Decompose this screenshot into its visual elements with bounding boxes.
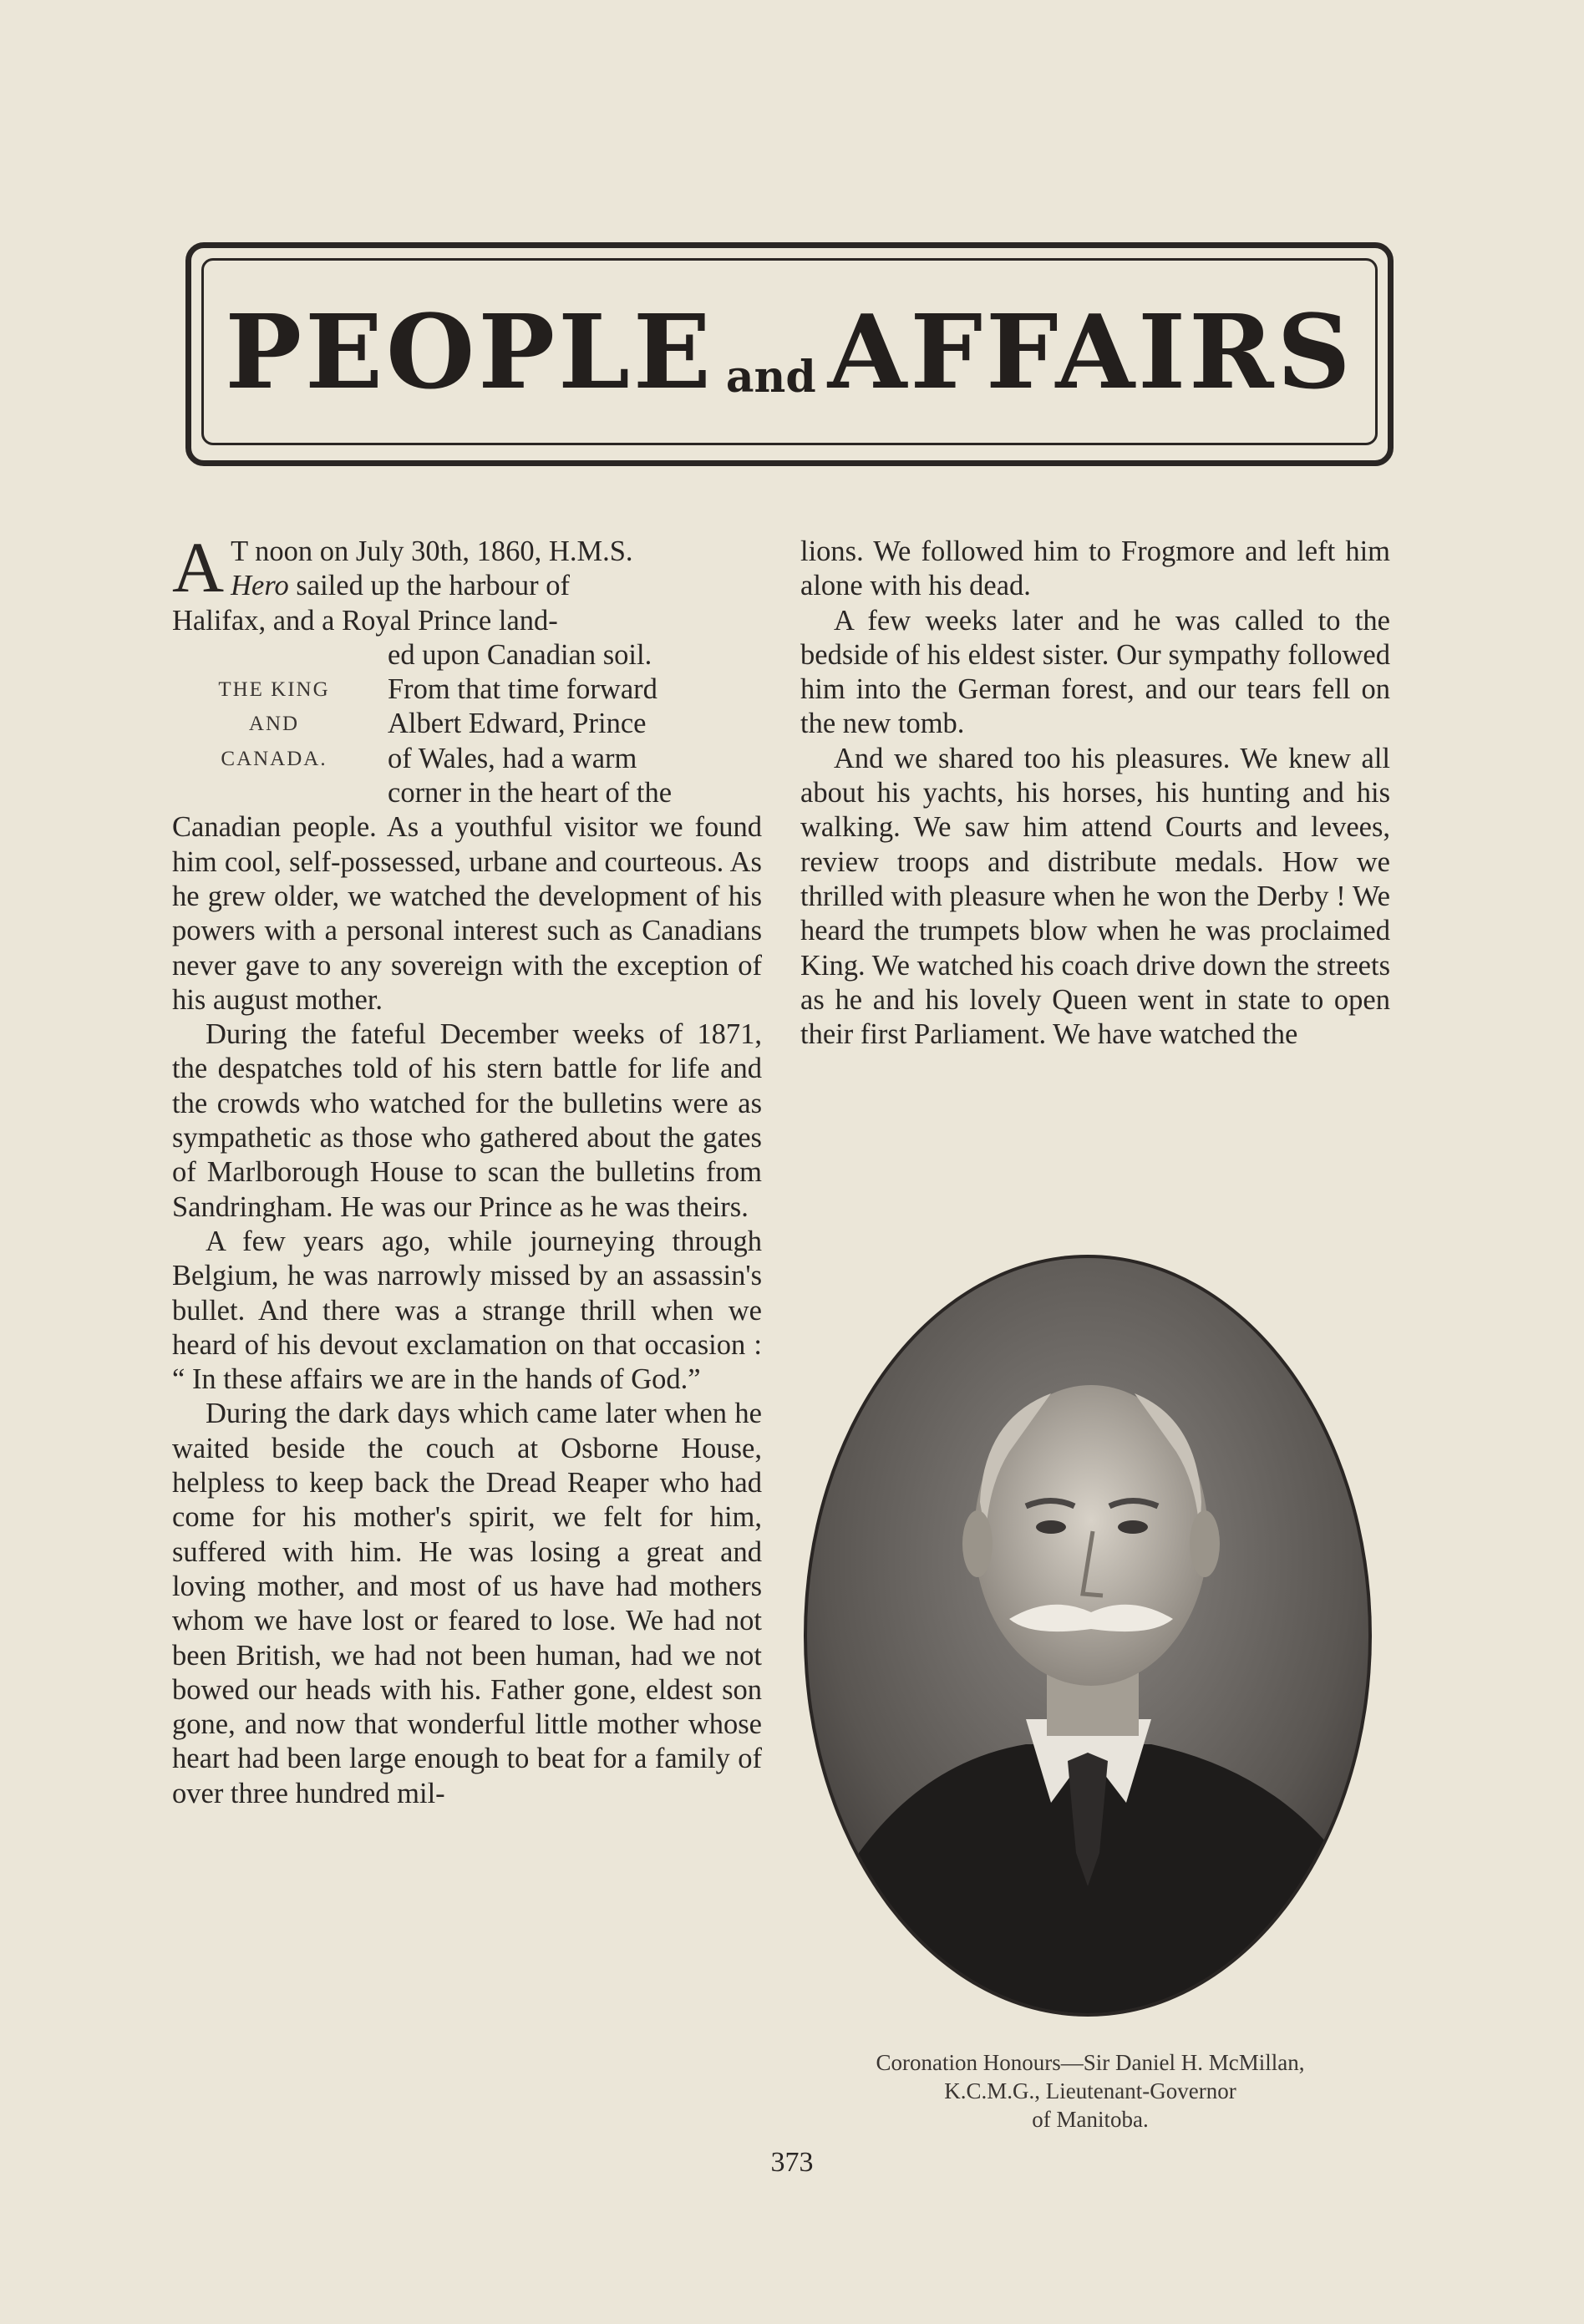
paragraph-7: And we shared too his pleasures. We knew all about his yachts, his horses, his hunting and his walking. We saw him attend Courts and levees, review troops and distribute medals. How we thrilled with pleasure when he won the Derby ! We heard the trumpets blow when he was proclaimed King. We watched his coach drive down the streets as he and his lovely Queen went in state to open their first Parliament. We have watched the bbox=[800, 742, 1390, 1051]
caption-line-1: Coronation Honours—Sir Daniel H. McMillan, bbox=[876, 2050, 1305, 2075]
caption-line-3: of Manitoba. bbox=[1032, 2107, 1149, 2132]
margin-note-line-3: CANADA. bbox=[221, 747, 327, 770]
margin-note-line-2: AND bbox=[248, 713, 300, 736]
left-column bbox=[172, 527, 762, 1811]
masthead-frame bbox=[185, 242, 1394, 466]
margin-note-line-1: THE KING bbox=[218, 678, 330, 702]
drop-cap: A bbox=[172, 527, 225, 607]
masthead-word-people: PEOPLE bbox=[225, 292, 714, 412]
paragraph-1-rest: Canadian people. As a youthful visitor we found him cool, self-possessed, urbane and courteous. As he grew older, we watched the development of his powers with a personal interest such as Canadians never gave to any sovereign with the exception of his august mother. bbox=[172, 811, 762, 1016]
opening-line-5: From that time forward bbox=[388, 673, 657, 706]
opening-line-6: Albert Edward, Prince bbox=[388, 708, 647, 740]
margin-note bbox=[172, 672, 376, 776]
caption-line-2: K.C.M.G., Lieutenant-Governor bbox=[944, 2078, 1236, 2103]
paragraph-2: During the fateful December weeks of 1871, the despatches told of his stern battle for life and the crowds who watched for the bulletins were as sympathetic as those who gathered about the gates of Marlborough House to scan the bulletins from Sandringham. He was our Prince as he was theirs. bbox=[172, 1018, 762, 1223]
opening-line-4: ed upon Canadian soil. bbox=[388, 638, 652, 671]
paragraph-3: A few years ago, while journeying through Belgium, he was narrowly missed by an assassin's bullet. And there was a strange thrill when we heard of his devout exclamation on that occasion : “ In these affairs we are in the hands of God.” bbox=[172, 1225, 762, 1396]
paragraph-6: A few weeks later and he was called to the bedside of his eldest sister. Our sympathy followed him into the German forest, and our tears fell on the new tomb. bbox=[800, 604, 1390, 740]
masthead-connector: and bbox=[725, 352, 816, 403]
ship-name: Hero bbox=[231, 570, 289, 602]
paragraph-5: lions. We followed him to Frogmore and left him alone with his dead. bbox=[800, 535, 1390, 602]
opening-line-7: of Wales, had a warm bbox=[388, 742, 637, 774]
masthead-inner-frame bbox=[201, 258, 1378, 445]
portrait-photo bbox=[800, 1251, 1375, 2020]
masthead-word-affairs: AFFAIRS bbox=[827, 292, 1354, 412]
opening-line-2: sailed up the harbour of bbox=[288, 570, 571, 602]
opening-line-8: corner in the heart of the bbox=[388, 777, 673, 809]
photo-caption bbox=[785, 2048, 1395, 2134]
right-column bbox=[800, 535, 1390, 1052]
opening-line-1: T noon on July 30th, 1860, H.M.S. bbox=[231, 535, 633, 567]
opening-line-3: Halifax, and a Royal Prince land- bbox=[172, 604, 558, 637]
opening-paragraph bbox=[172, 527, 762, 1017]
page-number: 373 bbox=[770, 2147, 814, 2178]
paragraph-4: During the dark days which came later when he waited beside the couch at Osborne House, helpless to keep back the Dread Reaper who had come for his mother's spirit, we felt for him, suffered with him. He was losing a great and loving mother, and most of us have had mothers whom we have lost or feared to lose. We had not been British, we had not been human, had we not bowed our heads with his. Father gone, eldest son gone, and now that wonderful little mother whose heart had been large enough to beat for a family of over three hundred mil- bbox=[172, 1398, 762, 1809]
